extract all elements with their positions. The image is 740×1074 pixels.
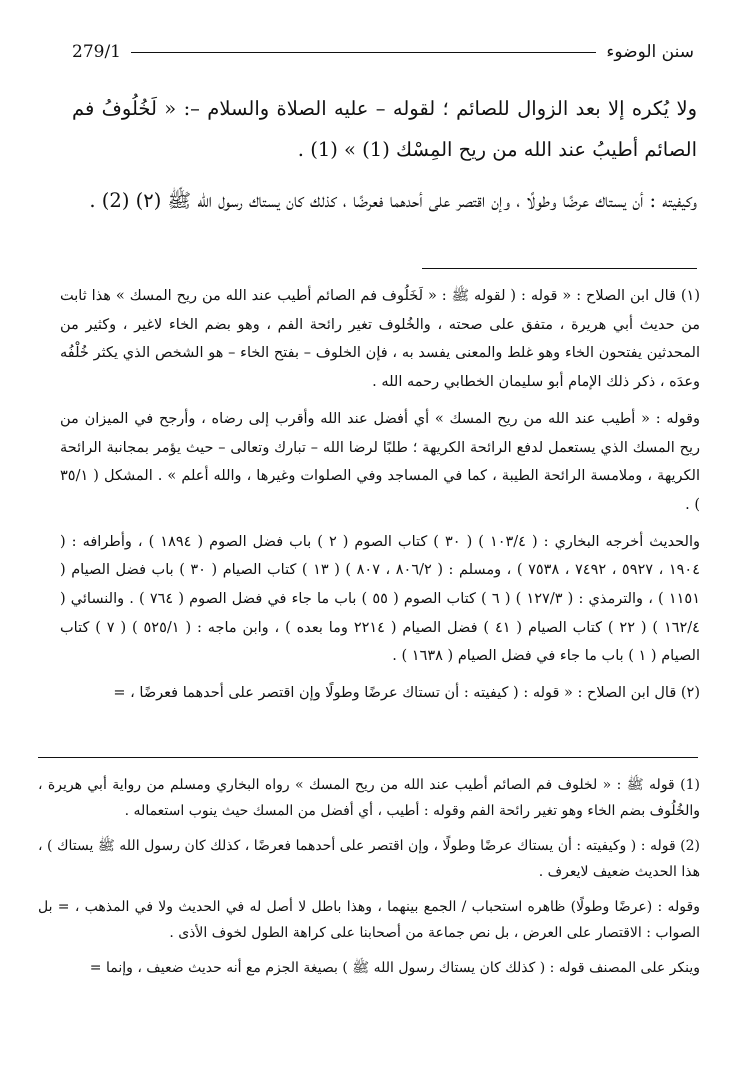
- footnote-paragraph: (١) قال ابن الصلاح : « قوله : ( لقوله ﷺ : « لَخَلُوف فم الصائم أطيب عند الله من ريح المسك » هذا ثابت من حديث أبي هريرة ، متفق على صحته ، والخُلوف تغير رائحة الفم ، وهو بضم الخاء لاغير ، وكثير من المحدثين يفتحون الخاء وهو غلط والمعنى يفسد به ، فإن الخلوف – بفتح الخاء – هو الشخص الذي يكثر خُلْفُه وعدَه ، ذكر ذلك الإمام أبو سليمان الخطابي رحمه الله .: [60, 288, 700, 391]
- main-paragraph: وكيفيته : أن يستاك عرضًا وطولًا ، وإن اقتصر على أحدهما فعرضًا ، كذلك كان يستاك رسول الله ﷺ (٢) (2) .: [89, 189, 697, 212]
- footnote-paragraph: (2) قوله : ( وكيفيته : أن يستاك عرضًا وطولًا ، وإن اقتصر على أحدهما فعرضًا ، كذلك كان رسول الله ﷺ يستاك ) ، هذا الحديث ضعيف لايعرف .: [38, 838, 700, 880]
- main-text: [72, 88, 697, 231]
- page-number: 279/1: [72, 42, 121, 62]
- footnote-paragraph: وقوله : (عرضًا وطولًا) ظاهره استحباب / الجمع بينهما ، وهذا باطل لا أصل له في الحديث ولا في المذهب ، = بل الصواب : الاقتصار على العرض ، بل نص جماعة من أصحابنا على كراهة الطول لخوف الأذى .: [38, 899, 700, 941]
- footnote-paragraph: والحديث أخرجه البخاري : ( ١٠٣/٤ ) ( ٣٠ ) كتاب الصوم ( ٢ ) باب فضل الصوم ( ١٨٩٤ ) ، وأطرافه : ( ١٩٠٤ ، ٥٩٢٧ ، ٧٤٩٢ ، ٧٥٣٨ ) ، ومسلم : ( ٨٠٦/٢ ، ٨٠٧ ) ( ١٣ ) كتاب الصيام ( ٣٠ ) باب فضل الصيام ( ١١٥١ ) ، والترمذي : ( ١٢٧/٣ ) ( ٦ ) كتاب الصوم ( ٥٥ ) باب ما جاء في فضل الصوم ( ٧٦٤ ) . والنسائي ( ١٦٢/٤ ) ( ٢٢ ) كتاب الصيام ( ٤١ ) فضل الصيام ( ٢٢١٤ وما بعده ) ، وابن ماجه : ( ٥٢٥/١ ) ( ٧ ) كتاب الصيام ( ١ ) باب ما جاء في فضل الصيام ( ١٦٣٨ ) .: [60, 533, 700, 665]
- page-header: [72, 38, 694, 66]
- footnote-separator: [422, 268, 697, 269]
- running-title: سنن الوضوء: [606, 42, 694, 62]
- footnote-paragraph: (1) قوله ﷺ : « لخلوف فم الصائم أطيب عند الله من ريح المسك » رواه البخاري ومسلم من رواية أبي هريرة ، والخُلُوف بضم الخاء وهو تغير رائحة الفم وقوله : أطيب ، أي أفضل من المسك حيث ينوب استعماله .: [38, 777, 700, 819]
- main-paragraph: ولا يُكره إلا بعد الزوال للصائم ؛ لقوله – عليه الصلاة والسلام –: « لَخُلُوفُ فم الصائم أطيبُ عند الله من ريح المِسْك (1) » (1) .: [72, 97, 697, 161]
- second-commentary-footnotes: [38, 772, 700, 990]
- footnote-paragraph: وينكر على المصنف قوله : ( كذلك كان يستاك رسول الله ﷺ ) بصيغة الجزم مع أنه حديث ضعيف ، وإنما =: [89, 960, 700, 976]
- footnote-paragraph: وقوله : « أطيب عند الله من ريح المسك » أي أفضل عند الله وأقرب إلى رضاه ، وأرجح في الميزان من ريح المسك الذي يستعمل لدفع الرائحة الكريهة ؛ طلبًا لرضا الله – تبارك وتعالى – حيث يؤمر بمجانبة الرائحة الكريهة ، وملامسة الرائحة الطيبة ، كما في المساجد وفي الصلوات وغيرها ، والله أعلم » . المشكل ( ٣٥/١ ) .: [60, 410, 700, 513]
- header-rule: [131, 52, 596, 53]
- footnote-paragraph: (٢) قال ابن الصلاح : « قوله : ( كيفيته : أن تستاك عرضًا وطولًا وإن اقتصر على أحدهما فعرضًا ، =: [113, 685, 700, 702]
- commentary-footnotes: [60, 282, 700, 716]
- footnote-separator-full: [38, 757, 698, 758]
